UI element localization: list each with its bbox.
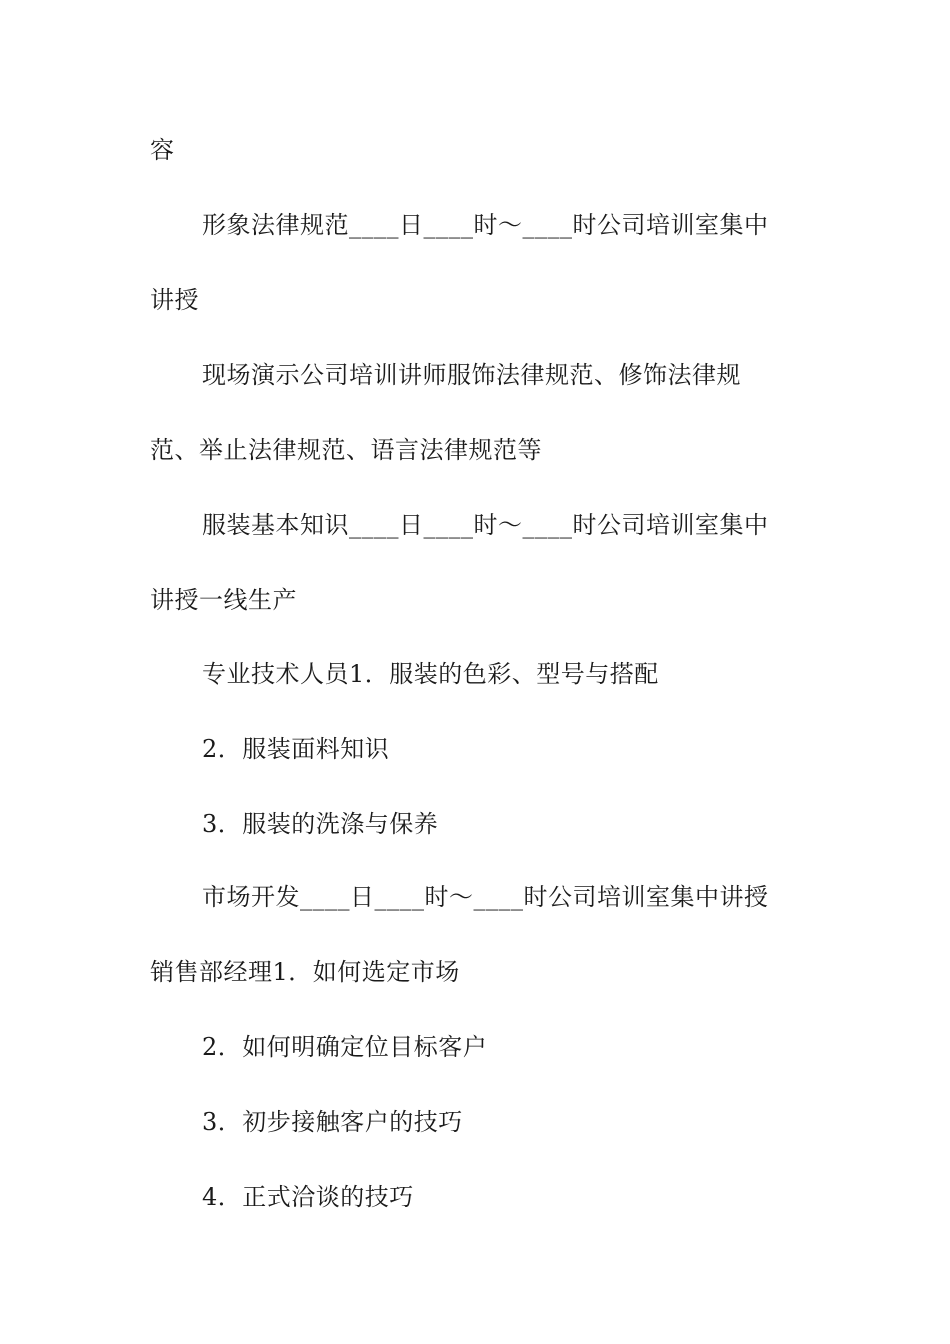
text-line: 形象法律规范____日____时～____时公司培训室集中 <box>202 211 769 239</box>
text-line: 销售部经理1．如何选定市场 <box>150 958 460 986</box>
text-line: 服装基本知识____日____时～____时公司培训室集中 <box>202 511 769 539</box>
text-line: 讲授 <box>150 286 199 314</box>
text-line: 3．初步接触客户的技巧 <box>202 1108 463 1136</box>
text-line: 市场开发____日____时～____时公司培训室集中讲授 <box>202 883 769 911</box>
text-line: 容 <box>150 136 175 164</box>
text-line: 2．如何明确定位目标客户 <box>202 1033 488 1061</box>
text-line: 2．服装面料知识 <box>202 735 390 763</box>
text-line: 现场演示公司培训讲师服饰法律规范、修饰法律规 <box>202 361 741 389</box>
text-line: 4．正式洽谈的技巧 <box>202 1183 414 1211</box>
text-line: 专业技术人员1．服装的色彩、型号与搭配 <box>202 660 659 688</box>
text-line: 范、举止法律规范、语言法律规范等 <box>150 436 542 464</box>
text-line: 3．服装的洗涤与保养 <box>202 810 439 838</box>
text-line: 讲授一线生产 <box>150 586 297 614</box>
